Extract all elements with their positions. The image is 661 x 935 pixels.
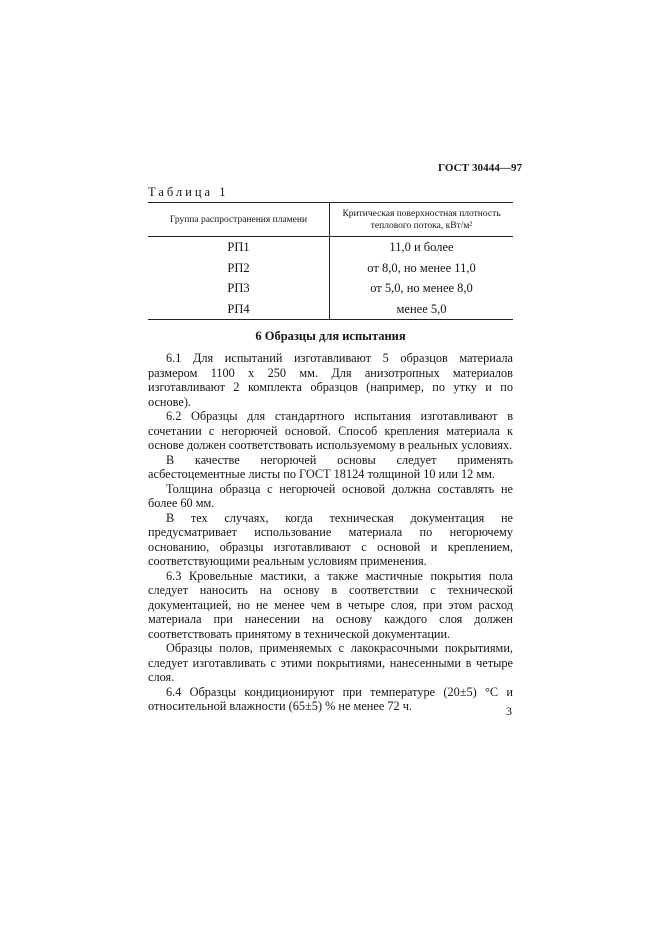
flame-spread-table xyxy=(148,202,513,320)
table-row xyxy=(148,237,513,258)
table-row xyxy=(148,278,513,299)
paragraph: В тех случаях, когда техническая документация не предусматривает использование материала по негорючему основанию, образцы изготавливают с основой и креплением, соответствующими реальным условиям применения. xyxy=(148,510,513,568)
table-cell-group: РП4 xyxy=(148,299,330,320)
paragraph: В качестве негорючей основы следует применять асбестоцементные листы по ГОСТ 18124 толщиной 10 или 12 мм. xyxy=(148,452,513,481)
table-cell-flux: от 5,0, но менее 8,0 xyxy=(370,281,473,295)
table-cell-flux: менее 5,0 xyxy=(330,299,514,320)
table-header-row xyxy=(148,203,513,237)
section-body xyxy=(148,351,513,714)
paragraph: 6.1 Для испытаний изготавливают 5 образцов материала размером 1100 х 250 мм. Для анизотропных материалов изготавливают 2 комплекта образцов (например, по утку и по основе). xyxy=(148,351,513,409)
table-caption: Таблица 1 xyxy=(148,185,229,199)
table-row xyxy=(148,299,513,320)
section-title: 6 Образцы для испытания xyxy=(255,329,406,343)
paragraph: Образцы полов, применяемых с лакокрасочными покрытиями, следует изготавливать с этими покрытиями, нанесенными в четыре слоя. xyxy=(148,641,513,684)
table-cell-group: РП2 xyxy=(148,258,330,279)
table-cell-flux: 11,0 и более xyxy=(389,240,454,254)
paragraph: Толщина образца с негорючей основой должна составлять не более 60 мм. xyxy=(148,481,513,510)
column-header-group: Группа распространения пламени xyxy=(148,203,330,237)
document-code: ГОСТ 30444—97 xyxy=(438,162,523,174)
table-cell-flux: от 8,0, но менее 11,0 xyxy=(367,260,476,275)
paragraph: 6.4 Образцы кондиционируют при температуре (20±5) °С и относительной влажности (65±5) % не менее 72 ч. xyxy=(148,684,513,713)
paragraph: 6.3 Кровельные мастики, а также мастичные покрытия пола следует наносить на основу в соответствии с технической документацией, но не менее чем в четыре слоя, при этом расход материала при нанесении на основу каждого слоя должен соответствовать принятому в технической документации. xyxy=(148,568,513,641)
paragraph: 6.2 Образцы для стандартного испытания изготавливают в сочетании с негорючей основой. Способ крепления материала к основе должен соответствовать используемому в реальных условиях. xyxy=(148,409,513,452)
table-row xyxy=(148,258,513,279)
column-header-flux-density: Критическая поверхностная плотность теплового потока, кВт/м² xyxy=(330,203,514,237)
table-cell-group: РП1 xyxy=(148,237,330,258)
page-number: 3 xyxy=(506,704,512,718)
table-cell-group: РП3 xyxy=(148,278,330,299)
